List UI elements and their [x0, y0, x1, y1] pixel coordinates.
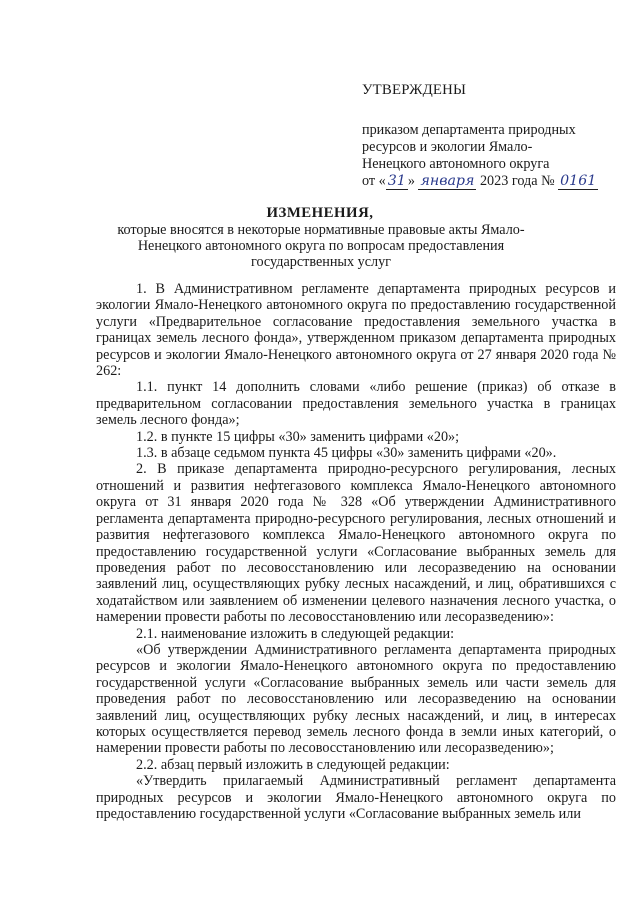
date-mid: » [407, 173, 415, 189]
paragraph-2-2-text: «Утвердить прилагаемый Административный регламент департамента природных ресурсов и экологии Ямало-Ненецкого автономного округа по предоставлению государственной услуги «Согласование выбранных земель или [96, 773, 616, 822]
approval-line-3: Ненецкого автономного округа [362, 156, 550, 172]
handwritten-number: 0161 [560, 173, 597, 189]
paragraph-1-2: 1.2. в пункте 15 цифры «30» заменить цифрами «20»; [136, 428, 460, 445]
date-year: 2023 года № [476, 173, 559, 189]
paragraph-2-1-text: «Об утверждении Административного регламента департамента природных ресурсов и экологии Ямало-Ненецкого автономного округа по предоставлению государственной услуги «Согласование выбранных земель или части земель для проведения работ по лесовосстановлению или лесоразведению на основании заявлений лиц, осуществляющих рубку лесных насаждений, и лиц, в интересах которых осуществляется перевод земель лесного фонда в земли иных категорий, о намерении провести работы по лесовосстановлению или лесоразведению»; [96, 641, 616, 757]
paragraph-2: 2. В приказе департамента природно-ресурсного регулирования, лесных отношений и развития нефтегазового комплекса Ямало-Ненецкого автономного округа от 31 января 2020 года № 328 «Об утверждении Административного регламента департамента природно-ресурсного регулирования, лесных отношений и развития нефтегазового комплекса Ямало-Ненецкого автономного округа по предоставлению государственной услуги «Согласование выбранных земель для проведения работ по лесовосстановлению или лесоразведению на основании заявлений лиц, осуществляющих рубку лесных насаждений, и лиц, обратившихся с ходатайством или заявлением об изменении целевого назначения лесного участка, о намерении провести работы по лесовосстановлению или лесоразведению»: [96, 461, 616, 626]
paragraph-1-3: 1.3. в абзаце седьмом пункта 45 цифры «30» заменить цифрами «20». [136, 445, 557, 462]
paragraph-2-2: 2.2. абзац первый изложить в следующей редакции: [136, 756, 450, 773]
handwritten-month: января [420, 173, 475, 189]
approval-date-line [362, 173, 622, 190]
document-subtitle: которые вносятся в некоторые нормативные правовые акты Ямало-Ненецкого автономного округа по вопросам предоставления государственных услуг [117, 222, 525, 270]
approval-heading: УТВЕРЖДЕНЫ [362, 82, 467, 98]
approval-line-2: ресурсов и экологии Ямало- [362, 139, 533, 155]
handwritten-day: 31 [387, 173, 406, 189]
date-prefix: от « [362, 173, 386, 189]
document-body [96, 281, 616, 822]
paragraph-1-1: 1.1. пункт 14 дополнить словами «либо решение (приказ) об отказе в предварительном согласовании предоставления земельного участка в границах земель лесного фонда»; [96, 379, 616, 429]
approval-line-1: приказом департамента природных [362, 122, 576, 138]
document-title: ИЗМЕНЕНИЯ, [266, 205, 374, 221]
paragraph-2-1: 2.1. наименование изложить в следующей редакции: [136, 625, 455, 642]
paragraph-1: 1. В Административном регламенте департамента природных ресурсов и экологии Ямало-Ненецкого автономного округа по предоставлению государственной услуги «Предварительное согласование предоставления земельного участка в границах земель лесного фонда», утвержденном приказом департамента природных ресурсов и экологии Ямало-Ненецкого автономного округа от 27 января 2020 года № 262: [96, 281, 616, 380]
approval-block [362, 82, 622, 190]
